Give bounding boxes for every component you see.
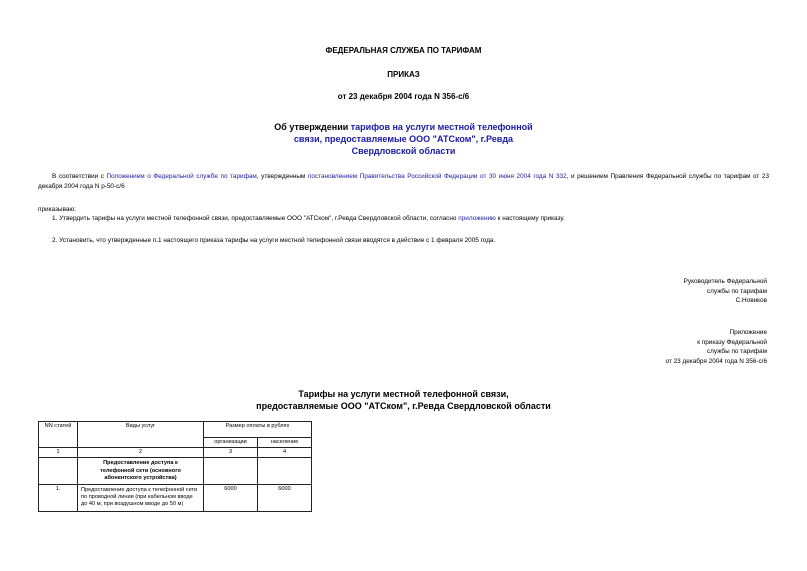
section-empty-cell <box>204 458 258 485</box>
signature-block <box>684 277 767 306</box>
item1-text-a: 1. Утвердить тарифы на услуги местной телефонной связи, предоставляемые ООО "АТСком", г.Ревда Свердловской области, согласно <box>52 215 459 222</box>
agency-name: ФЕДЕРАЛЬНАЯ СЛУЖБА ПО ТАРИФАМ <box>325 46 482 55</box>
row-number: 1. <box>39 485 78 512</box>
table-numbering-row <box>39 448 312 458</box>
appendix-note-line-2: к приказу Федеральной <box>697 338 767 346</box>
table-header-row <box>39 422 312 438</box>
tariff-table <box>38 421 312 512</box>
row-price-population: 6000 <box>258 485 312 512</box>
appendix-title-line-1: Тарифы на услуги местной телефонной связи, <box>298 389 509 399</box>
signature-name: С.Новиков <box>735 297 767 304</box>
header-service: Виды услуг <box>78 422 204 448</box>
signature-line-1: Руководитель Федеральной <box>683 278 767 285</box>
appendix-note-line-4: от 23 декабря 2004 года N 356-с/6 <box>665 357 767 365</box>
header-payment: Размер оплаты в рублях <box>204 422 312 438</box>
row-price-organizations: 6000 <box>204 485 258 512</box>
government-decree-link[interactable]: постановлением Правительства Российской Федерации от 30 июня 2004 года N 332 <box>307 173 567 180</box>
appendix-note-line-3: службы по тарифам <box>706 348 767 355</box>
section-empty-cell <box>258 458 312 485</box>
title-link[interactable]: тарифов на услуги местной телефонной связи, предоставляемые ООО "АТСком", г.Ревда Свердловской области <box>293 122 533 156</box>
title-prefix: Об утверждении <box>274 122 351 132</box>
order-word: приказываю: <box>38 206 76 213</box>
preamble-text-1: В соответствии с <box>52 173 107 180</box>
header-population: население <box>258 438 312 448</box>
appendix-title-line-2: предоставляемые ООО "АТСком", г.Ревда Свердловской области <box>256 401 551 411</box>
row-service: Предоставление доступа к телефонной сети по проводной линии (при кабельном вводе до 40 м, при воздушном вводе до 50 м) <box>78 485 204 512</box>
signature-line-2: службы по тарифам <box>706 287 767 295</box>
col-index-3: 3 <box>204 448 258 458</box>
document-date-number: от 23 декабря 2004 года N 356-с/6 <box>337 92 470 101</box>
order-item-1 <box>52 214 772 224</box>
document-type: ПРИКАЗ <box>387 70 420 79</box>
col-index-2: 2 <box>78 448 204 458</box>
appendix-link[interactable]: приложению <box>458 215 496 222</box>
order-item-2: 2. Установить, что утвержденные п.1 настоящего приказа тарифы на услуги местной телефонной связи вводятся в действие с 1 февраля 2005 года. <box>52 237 496 244</box>
appendix-title <box>0 388 807 412</box>
preamble-text-2: , утвержденным <box>256 173 308 180</box>
appendix-note-line-1: Приложение <box>729 329 767 336</box>
section-heading: Предоставление доступа к телефонной сети (основного абонентского устройства) <box>78 458 204 485</box>
col-index-4: 4 <box>258 448 312 458</box>
section-empty-cell <box>39 458 78 485</box>
document-title <box>0 121 807 157</box>
header-organizations: организации <box>204 438 258 448</box>
item1-text-b: к настоящему приказу. <box>495 215 565 222</box>
table-section-row <box>39 458 312 485</box>
col-index-1: 1 <box>39 448 78 458</box>
regulation-link[interactable]: Положением о Федеральной службе по тарифам <box>106 173 257 180</box>
preamble-paragraph <box>38 172 769 191</box>
header-number: NN статей <box>39 422 78 448</box>
table-row <box>39 485 312 512</box>
preamble-text-3: , и решением Правления Федеральной службы по тарифам от 23 декабря 2004 года N р-50-с/6 <box>38 173 770 190</box>
appendix-note <box>665 328 767 366</box>
